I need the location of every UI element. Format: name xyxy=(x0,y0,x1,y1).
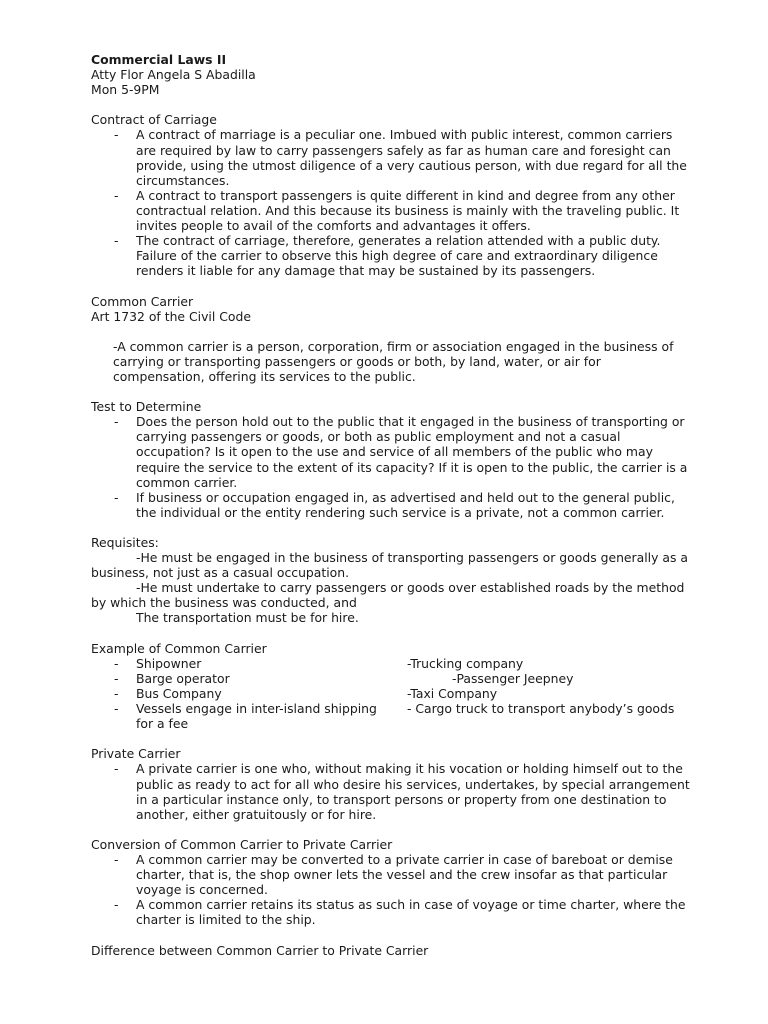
list-item: -Taxi Company xyxy=(407,685,498,701)
list-item: -Trucking company xyxy=(407,655,524,671)
conversion-list xyxy=(91,852,691,927)
list-item: - A contract to transport passengers is quite different in kind and degree from any other contractual relation. And this because its business is mainly with the traveling public. It invites people to avail of the comforts and advantages it offers. xyxy=(91,188,691,233)
list-item: - A common carrier retains its status as such in case of voyage or time charter, where the charter is limited to the ship. xyxy=(91,897,691,927)
list-item: - A common carrier may be converted to a private carrier in case of bareboat or demise charter, that is, the shop owner lets the vessel and the crew insofar as that particular voyage is concerned. xyxy=(91,852,691,897)
list-item: - Vessels engage in inter-island shipping for a fee xyxy=(91,701,386,731)
class-schedule: Mon 5-9PM xyxy=(91,82,160,98)
list-item: - Cargo truck to transport anybody’s goods xyxy=(407,701,675,717)
section-heading-private-carrier: Private Carrier xyxy=(91,746,181,762)
requisite-item: The transportation must be for hire. xyxy=(136,610,359,626)
section-heading-conversion: Conversion of Common Carrier to Private Carrier xyxy=(91,836,393,852)
list-item: - A private carrier is one who, without making it his vocation or holding himself out to the public as ready to act for all who desire his services, undertakes, by special arrangement in a particular instance only, to transport persons or property from one destination to another, either gratuitously or for hire. xyxy=(91,761,691,821)
section-heading-contract-of-carriage: Contract of Carriage xyxy=(91,112,217,128)
civil-code-article: Art 1732 of the Civil Code xyxy=(91,308,251,324)
section-heading-examples: Example of Common Carrier xyxy=(91,640,267,656)
private-carrier-list xyxy=(91,761,691,821)
examples-columns xyxy=(91,656,691,731)
section-heading-test-to-determine: Test to Determine xyxy=(91,399,202,415)
requisite-item: -He must be engaged in the business of transporting passengers or goods generally as a business, not just as a casual occupation. xyxy=(91,550,688,581)
section-heading-difference: Difference between Common Carrier to Private Carrier xyxy=(91,942,429,958)
common-carrier-definition: -A common carrier is a person, corporation, firm or association engaged in the business of carrying or transporting passengers or goods or both, by land, water, or air for compensation, offering its services to the public. xyxy=(113,338,674,384)
document-page xyxy=(91,52,691,958)
list-item: - The contract of carriage, therefore, generates a relation attended with a public duty. Failure of the carrier to observe this high degree of care and extraordinary diligence renders it liable for any damage that may be sustained by its passengers. xyxy=(91,233,691,278)
list-item: - Barge operator xyxy=(91,671,386,686)
requisite-item: -He must undertake to carry passengers or goods over established roads by the method by which the business was conducted, and xyxy=(91,580,685,611)
list-item: - Bus Company xyxy=(91,686,386,701)
course-title: Commercial Laws II xyxy=(91,52,227,67)
examples-right-list xyxy=(407,656,707,716)
section-heading-requisites: Requisites: xyxy=(91,535,159,550)
section-heading-common-carrier: Common Carrier xyxy=(91,293,194,309)
list-item: - Shipowner xyxy=(91,656,386,671)
contract-of-carriage-list xyxy=(91,127,691,278)
list-item: - If business or occupation engaged in, as advertised and held out to the general public, the individual or the entity rendering such service is a private, not a common carrier. xyxy=(91,490,691,520)
instructor-name: Atty Flor Angela S Abadilla xyxy=(91,67,256,83)
list-item: -Passenger Jeepney xyxy=(452,670,574,686)
list-item: - Does the person hold out to the public that it engaged in the business of transporting or carrying passengers or goods, or both as public employment and not a casual occupation? Is it open to the use and service of all members of the public who may require the service to the extent of its capacity? If it is open to the public, the carrier is a common carrier. xyxy=(91,414,691,489)
test-to-determine-list xyxy=(91,414,691,520)
list-item: - A contract of marriage is a peculiar one. Imbued with public interest, common carriers are required by law to carry passengers safely as far as human care and foresight can provide, using the utmost diligence of a very cautious person, with due regard for all the circumstances. xyxy=(91,127,691,187)
